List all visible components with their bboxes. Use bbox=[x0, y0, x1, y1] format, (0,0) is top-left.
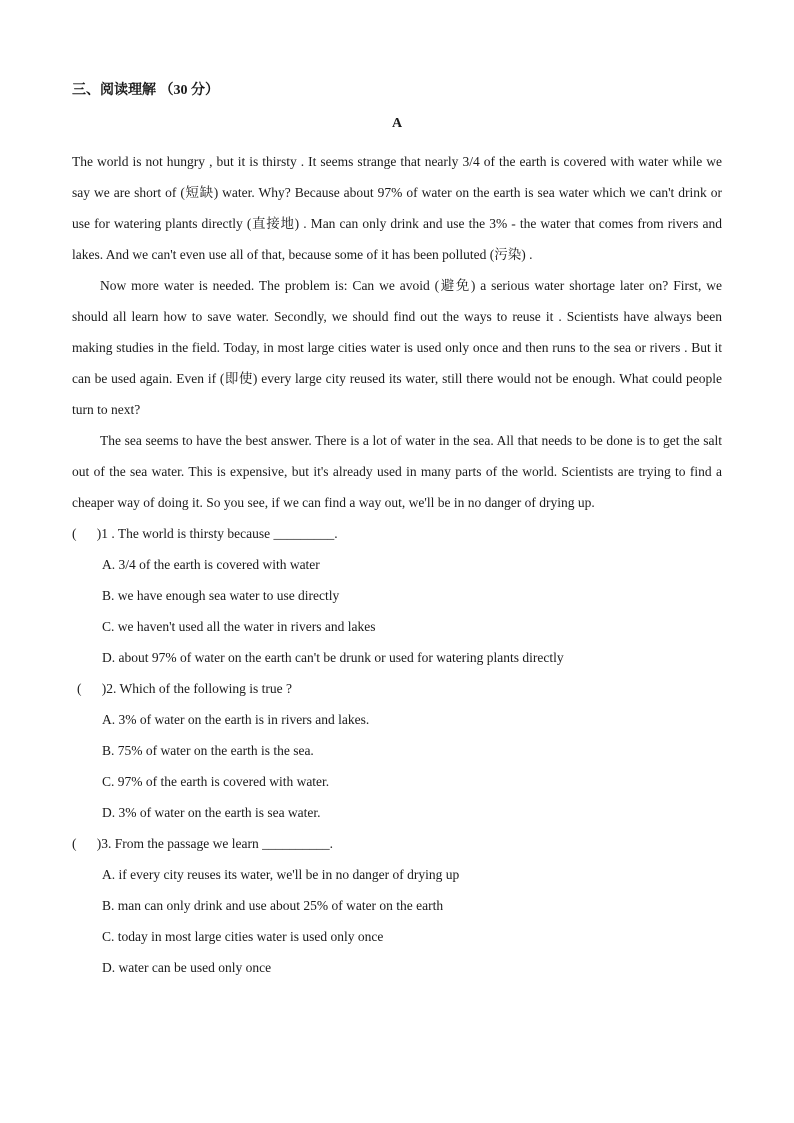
question-2 bbox=[72, 673, 722, 828]
question-stem: ( )3. From the passage we learn __________. bbox=[72, 836, 333, 851]
question-option: C. today in most large cities water is used only once bbox=[102, 929, 384, 944]
passage-label: A bbox=[391, 116, 403, 131]
question-stem: ( )1 . The world is thirsty because _________. bbox=[72, 526, 338, 541]
reading-passage bbox=[72, 146, 722, 983]
passage-paragraph-2: Now more water is needed. The problem is: Can we avoid (避免) a serious water shortage later on? First, we should all learn how to save water. Secondly, we should find out the ways to reuse it . Scientists have always been making studies in the field. Today, in most large cities water is used only once and then runs to the sea or rivers . But it can be used again. Even if (即使) every large city reused its water, still there would not be enough. What could people turn to next? bbox=[72, 278, 722, 417]
question-1 bbox=[72, 518, 722, 673]
question-option: D. water can be used only once bbox=[102, 960, 272, 975]
question-3 bbox=[72, 828, 722, 983]
question-option: B. we have enough sea water to use directly bbox=[102, 588, 340, 603]
question-stem: ( )2. Which of the following is true ? bbox=[77, 681, 292, 696]
question-option: C. 97% of the earth is covered with water. bbox=[102, 774, 330, 789]
question-option: D. about 97% of water on the earth can't be drunk or used for watering plants directly bbox=[102, 650, 564, 665]
passage-paragraph-3: The sea seems to have the best answer. There is a lot of water in the sea. All that needs to be done is to get the salt out of the sea water. This is expensive, but it's already used in many parts of the world. Scientists are trying to find a cheaper way of doing it. So you see, if we can find a way out, we'll be in no danger of drying up. bbox=[72, 433, 722, 510]
question-option: B. man can only drink and use about 25% of water on the earth bbox=[102, 898, 444, 913]
passage-paragraph-1: The world is not hungry , but it is thirsty . It seems strange that nearly 3/4 of the earth is covered with water while we say we are short of (短缺) water. Why? Because about 97% of water on the earth is sea water which we can't drink or use for watering plants directly (直接地) . Man can only drink and use the 3% - the water that comes from rivers and lakes. And we can't even use all of that, because some of it has been polluted (污染) . bbox=[72, 154, 722, 262]
question-option: B. 75% of water on the earth is the sea. bbox=[102, 743, 314, 758]
question-option: A. if every city reuses its water, we'll be in no danger of drying up bbox=[102, 867, 460, 882]
question-option: D. 3% of water on the earth is sea water. bbox=[102, 805, 321, 820]
question-option: A. 3/4 of the earth is covered with water bbox=[102, 557, 320, 572]
section-title: 三、阅读理解 （30 分） bbox=[72, 83, 219, 98]
question-option: C. we haven't used all the water in rivers and lakes bbox=[102, 619, 376, 634]
question-option: A. 3% of water on the earth is in rivers and lakes. bbox=[102, 712, 370, 727]
